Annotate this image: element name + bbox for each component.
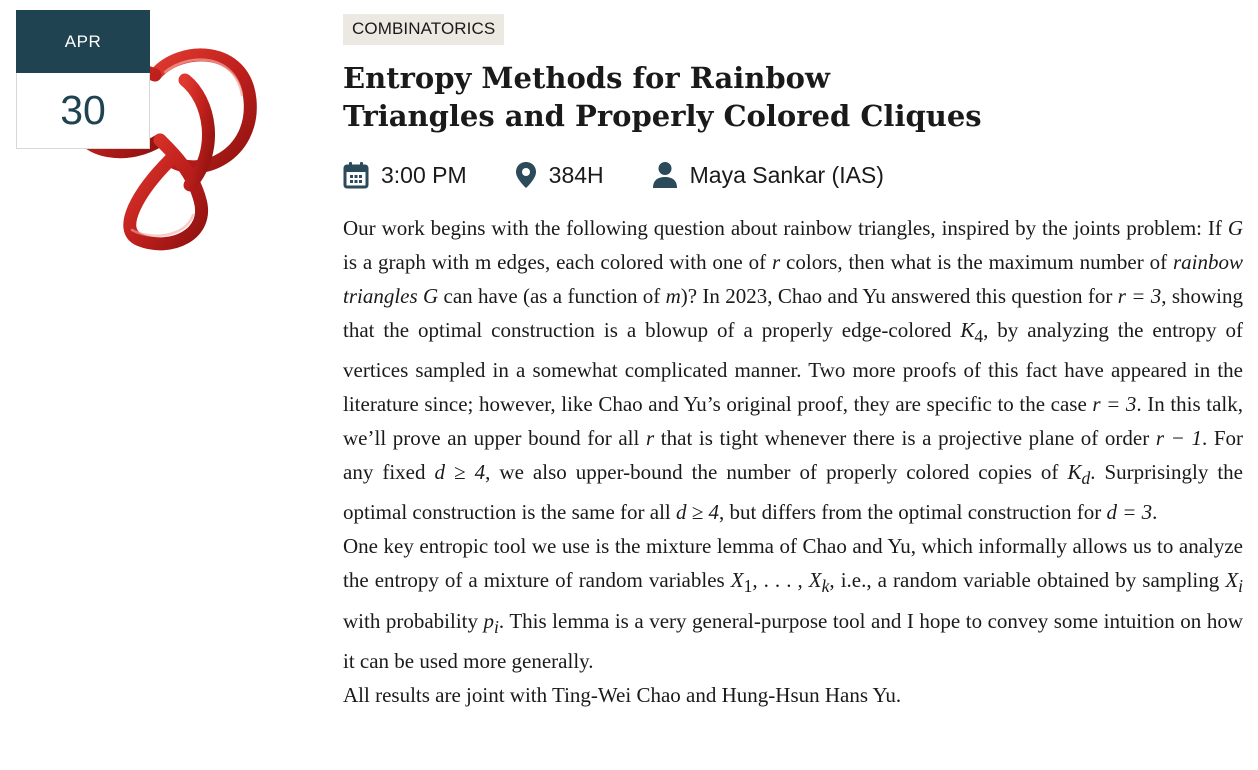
abstract-paragraph-3: All results are joint with Ting-Wei Chao and Hung-Hsun Hans Yu. [343, 682, 902, 707]
event-content [343, 14, 1243, 712]
event-location-text: 384H [548, 161, 604, 188]
category-tag[interactable]: COMBINATORICS [343, 14, 504, 45]
person-icon [652, 161, 678, 189]
event-time [343, 161, 467, 189]
event-abstract [343, 211, 1243, 712]
event-speaker-text: Maya Sankar (IAS) [689, 161, 884, 188]
calendar-icon [343, 161, 369, 189]
abstract-paragraph-2: One key entropic tool we use is the mixture lemma of Chao and Yu, which informally allows us to analyze the entropy of a mixture of random variables $X_1$, . . . , $X_k$, i.e., a random variable obtained by sampling $X_i$ with probability $p_i$. This lemma is a very general-purpose tool and I hope to convey some intuition on how it can be used more generally. [343, 534, 1244, 673]
event-title[interactable] [343, 59, 1243, 135]
title-line-2: Triangles and Properly Colored Cliques [343, 99, 982, 133]
abstract-paragraph-1: Our work begins with the following question about rainbow triangles, inspired by the joints problem: If G is a graph with m edges, each colored with one of r colors, then what is the maximum number of rainbow triangles G can have (as a function of m)? In 2023, Chao and Yu answered this question for r = 3, showing that the optimal construction is a blowup of a properly edge-colored $K_4$, by analyzing the entropy of vertices sampled in a somewhat complicated manner. Two more proofs of this fact have appeared in the literature since; however, like Chao and Yu’s original proof, they are specific to the case r = 3. In this talk, we’ll prove an upper bound for all r that is tight whenever there is a projective plane of order r − 1. For any fixed d ≥ 4, we also upper-bound the number of properly colored copies of $K_d$. Surprisingly the optimal construction is the same for all d ≥ 4, but differs from the optimal construction for d = 3. [343, 216, 1244, 525]
location-pin-icon [515, 161, 537, 189]
title-line-1: Entropy Methods for Rainbow [343, 61, 830, 95]
date-badge [16, 10, 150, 149]
date-day: 30 [16, 73, 150, 149]
event-meta [343, 161, 1243, 189]
event-time-text: 3:00 PM [381, 161, 467, 188]
event-location [515, 161, 604, 189]
date-month: APR [16, 10, 150, 73]
event-speaker [652, 161, 884, 189]
